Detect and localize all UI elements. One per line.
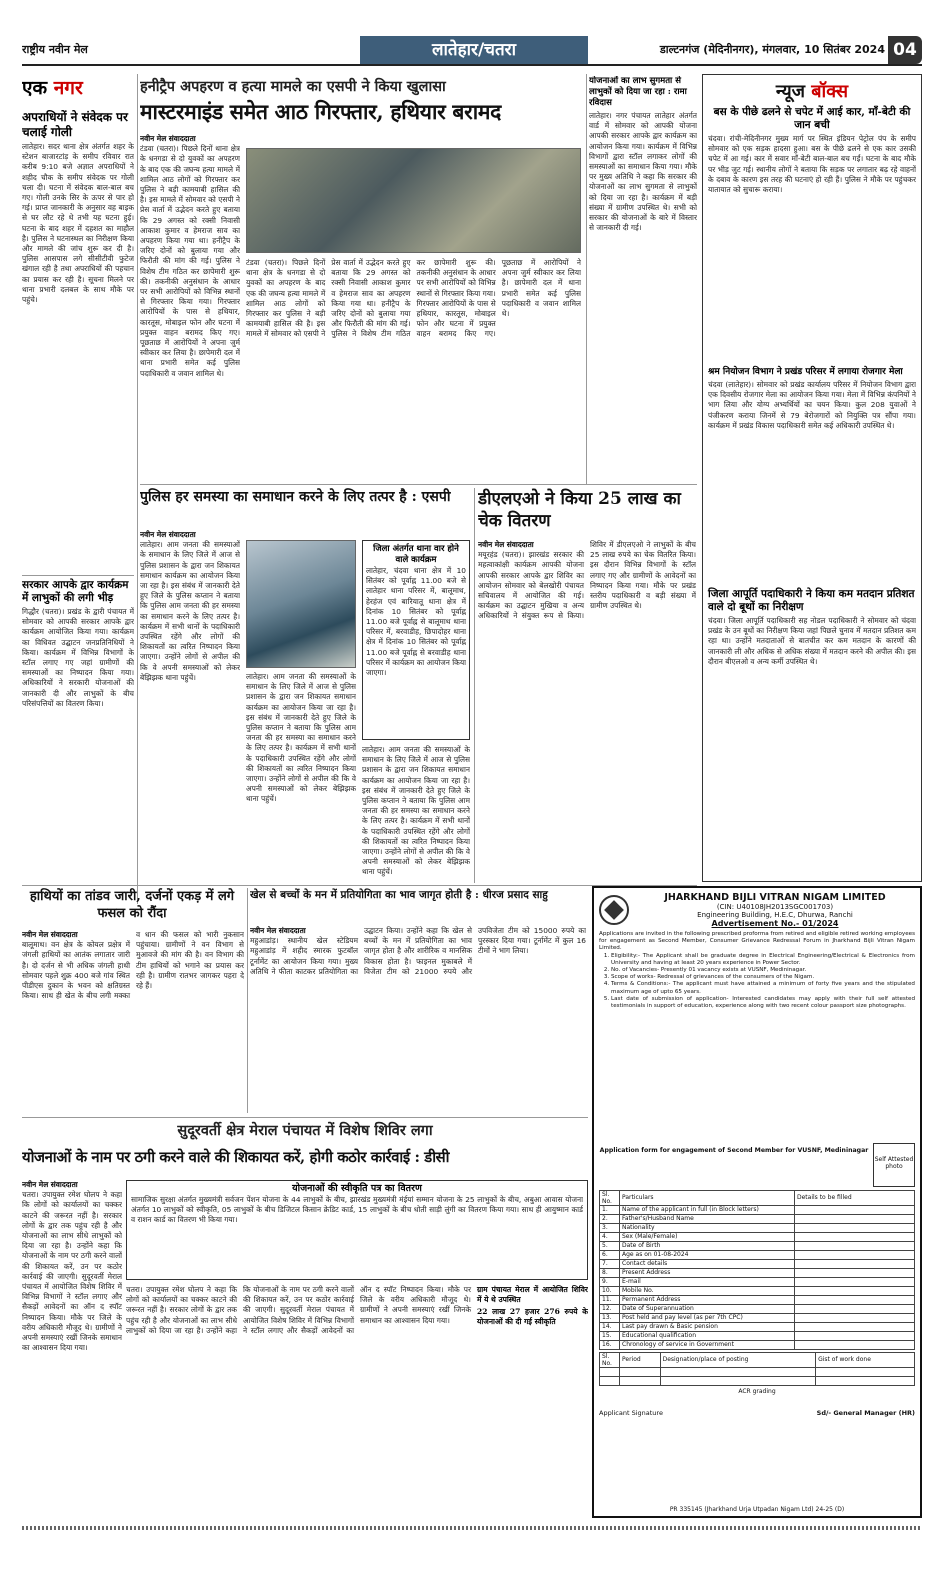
right-story1-body: लातेहार। नगर पंचायत लातेहार अंतर्गत वार्ड में सोमवार को आपकी योजना आपकी सरकार आपके द्वार कार्यक्रम का आयोजन किया गया। कार्यक्रम में विभिन्न विभागों द्वारा स्टॉल लगाकर लोगों की समस्याओं का समाधान किया गया। मौके पर मुख्य अतिथि ने कहा कि सरकार की योजनाओं का लाभ सुगमता से लाभुकों को दिया जा रहा है। कार्यक्रम में बड़ी संख्या में ग्रामीण उपस्थित थे। सभी को सरकार की योजनाओं के बारे में विस्तार से जानकारी दी गई। — [589, 111, 697, 233]
ad-form-row: 13. Post held and pay level (as per 7th CPC) — [600, 1313, 915, 1322]
main-photo — [246, 148, 581, 253]
ad-form-row: 5. Date of Birth — [600, 1241, 915, 1250]
left-story1-body: लातेहार। सदर थाना क्षेत्र अंतर्गत शहर के स्टेशन बाजारटांड़ के समीप रविवार रात करीब 9:10 बजे अज्ञात अपराधियों ने शहीद चौक के समीप संवेदक पर गोली चला दी। घटना में संवेदक बाल-बाल बच गए। गोली उनके सिर के ऊपर से पार हो गई। प्राप्त जानकारी के अनुसार वह बाइक से घर लौट रहे थे तभी यह घटना हुई। घटना के बाद शहर में दहशत का माहौल है। पुलिस ने घटनास्थल का निरीक्षण किया और मामले की जांच शुरू कर दी है। पुलिस आसपास लगे सीसीटीवी फुटेज खंगाल रही है तथा अपराधियों की पहचान का प्रयास कर रही है। सूचना मिलने पर थाना प्रभारी दलबल के साथ मौके पर पहुंचे। — [22, 142, 134, 305]
elephant-body-cols — [22, 930, 244, 1114]
ad-point: 4. Terms & Conditions:- The applicant must have attained a minimum of forty five years and the stipulated maximum age of upto 65 years. — [611, 981, 915, 995]
bottom-kicker: सुदूरवर्ती क्षेत्र मेराल पंचायत में विशेष शिविर लगा — [177, 1122, 433, 1139]
ad-th: Details to be filled — [795, 1190, 915, 1205]
news-box-story3-body: चंदवा। जिला आपूर्ति पदाधिकारी सह नोडल पदाधिकारी ने सोमवार को चंदवा प्रखंड के उन बूथों का निरीक्षण किया जहां पिछले चुनाव में मतदान प्रतिशत कम रहा था। उन्होंने मतदाताओं से बातचीत कर कम मतदान के कारणों की जानकारी ली और अधिक से अधिक संख्या में मतदान करने की अपील की। इस दौरान बीएलओ व अन्य कर्मी उपस्थित थे। — [708, 616, 916, 666]
news-box-title2: बॉक्स — [811, 81, 849, 102]
news-box-story2-body: चंदवा (लातेहार)। सोमवार को प्रखंड कार्यालय परिसर में नियोजन विभाग द्वारा एक दिवसीय रोजगार मेला का आयोजन किया गया। मेला में विभिन्न कंपनियों ने भाग लिया और योग्य अभ्यर्थियों का चयन किया। कुल 208 युवाओं ने पंजीकरण कराया जिनमें से 79 बेरोजगारों को नियुक्ति पत्र सौंपा गया। कार्यक्रम में प्रखंड विकास पदाधिकारी समेत कई अधिकारी उपस्थित थे। — [708, 380, 916, 430]
elephant-headline: हाथियों का तांडव जारी, दर्जनों एकड़ में लगे फसल को रौंदा — [29, 889, 235, 921]
ad-org: JHARKHAND BIJLI VITRAN NIGAM LIMITED — [664, 892, 886, 903]
left-story1-headline: अपराधियों ने संवेदक पर चलाई गोली — [22, 110, 128, 139]
news-box-story1-body: चंदवा। रांची-मेदिनीनगर मुख्य मार्ग पर स्थित इंडियन पेट्रोल पंप के समीप सोमवार को एक सड़क हादसा हुआ। बस के पीछे ढलने से एक कार उसकी चपेट में आ गई। कार में सवार माँ-बेटी बाल-बाल बच गईं। घटना के बाद मौके पर भीड़ जुट गई। स्थानीय लोगों ने बताया कि सड़क पर लगातार बढ़ रहे वाहनों के दबाव के कारण इस तरह की घटनाएं हो रही हैं। पुलिस ने मौके पर पहुंचकर यातायात को सुचारू कराया। — [708, 134, 916, 195]
bottom-headline: योजनाओं के नाम पर ठगी करने वाले की शिकायत करें, होगी कठोर कार्रवाई : डीसी — [22, 1149, 450, 1166]
news-box — [702, 74, 922, 882]
right-narrow-column — [589, 76, 697, 484]
sp-body-cont2: लातेहार। आम जनता की समस्याओं के समाधान के लिए जिले में आज से पुलिस प्रशासन के द्वारा जन शिकायत समाधान कार्यक्रम का आयोजन किया जा रहा है। इस संबंध में जानकारी देते हुए जिले के पुलिस कप्तान ने बताया कि पुलिस आम जनता की हर समस्या का समाधान करने के लिए तत्पर है। कार्यक्रम में सभी थानों के पदाधिकारी उपस्थित रहेंगे और लोगों की शिकायतों का त्वरित निष्पादन किया जाएगा। उन्होंने लोगों से अपील की कि वे अपनी समस्याओं को लेकर बेझिझक थाना पहुंचें। — [362, 745, 470, 877]
ad-exp-th: Period — [620, 1352, 661, 1367]
ad-form-row: 9. E-mail — [600, 1277, 915, 1286]
news-box-title — [703, 79, 921, 103]
ad-point: 5. Last date of submission of application- Interested candidates may apply with their full self attested testimonials in support of education, experience along with two recent colour passport size photographs. — [611, 996, 915, 1010]
ad-exp-table — [599, 1352, 915, 1386]
news-box-title1: न्यूज — [775, 81, 805, 102]
ad-intro: Applications are invited in the following prescribed proforma from retired and eligible retired working employees for engagement as Second Member, Consumer Grievance Redressal Forum in Jharkhand Bijli Vitran Nigam Limited. — [599, 931, 915, 952]
ad-footer: PR 335145 (Jharkhand Urja Utpadan Nigam Ltd) 24-25 (D) — [669, 1506, 845, 1513]
ad-form-row: 11. Permanent Address — [600, 1295, 915, 1304]
ad-th: Particulars — [620, 1190, 795, 1205]
news-box-story3-headline: जिला आपूर्ति पदाधिकारी ने किया कम मतदान प्रतिशत वाले दो बूथों का निरीक्षण — [708, 588, 915, 613]
sports-byline: नवीन मेल संवाददाता — [250, 926, 306, 935]
bottom-body: चतरा। उपायुक्त रमेश घोलप ने कहा कि लोगों को कार्यालयों का चक्कर काटने की जरूरत नहीं है। सरकार लोगों के द्वार तक पहुंच रही है और योजनाओं का लाभ सीधे लाभुकों को दिया जा रहा है। उन्होंने कहा कि योजनाओं के नाम पर ठगी करने वालों की शिकायत करें, उन पर कठोर कार्रवाई की जाएगी। सुदूरवर्ती मेराल पंचायत में आयोजित विशेष शिविर में विभिन्न विभागों ने स्टॉल लगाए और सैकड़ों आवेदनों का ऑन द स्पॉट निष्पादन किया। मौके पर जिले के वरीय अधिकारी मौजूद थे। ग्रामीणों ने अपनी समस्याएं रखीं जिनके समाधान का आश्वासन दिया गया। — [22, 1190, 122, 1353]
sp-headline: पुलिस हर समस्या का समाधान करने के लिए तत्पर है : एसपी — [140, 489, 451, 505]
sp-body: लातेहार। आम जनता की समस्याओं के समाधान के लिए जिले में आज से पुलिस प्रशासन के द्वारा जन शिकायत समाधान कार्यक्रम का आयोजन किया जा रहा है। इस संबंध में जानकारी देते हुए जिले के पुलिस कप्तान ने बताया कि पुलिस आम जनता की हर समस्या का समाधान करने के लिए तत्पर है। कार्यक्रम में सभी थानों के पदाधिकारी उपस्थित रहेंगे और लोगों की शिकायतों का त्वरित निष्पादन किया जाएगा। उन्होंने लोगों से अपील की कि वे अपनी समस्याओं को लेकर बेझिझक थाना पहुंचें। — [140, 540, 240, 682]
ad-form-row: 8. Present Address — [600, 1268, 915, 1277]
sp-body-col1 — [140, 530, 240, 882]
main-body-col1 — [140, 134, 240, 479]
bottom-body-cols — [126, 1285, 588, 1520]
ad-signature: Applicant Signature — [599, 1408, 663, 1417]
ad-form-row: 15. Educational qualification — [600, 1331, 915, 1340]
bottom-subhead: ग्राम पंचायत मेराल में आयोजित शिविर में ये थे उपस्थित — [477, 1285, 588, 1304]
main-byline: नवीन मेल संवाददाता — [140, 134, 196, 143]
ad-acr: ACR grading — [738, 1387, 776, 1395]
ad-point: 1. Eligibility:- The Applicant shall be graduate degree in Electrical Engineering/Electrical & Electronics from University and having at least 20 years experience in Power Sector. — [611, 953, 915, 967]
jbvnl-logo — [599, 895, 629, 925]
left-column — [22, 110, 134, 910]
bottom-body-col1 — [22, 1180, 122, 1520]
ad-form-rows — [600, 1205, 915, 1349]
ad-form-row: 10. Mobile No. — [600, 1286, 915, 1295]
page-number: 04 — [888, 36, 922, 64]
ad-gm: Sd/- General Manager (HR) — [816, 1408, 915, 1417]
section-title: लातेहार/चतरा — [360, 36, 588, 64]
bottom-byline: नवीन मेल संवाददाता — [22, 1180, 78, 1189]
sp-box-body: लातेहार, चंदवा थाना क्षेत्र में 10 सितंबर को पूर्वाह्न 11.00 बजे से लातेहार थाना परिसर में, बालूमाथ, हेरहंज एवं बारियातू थाना क्षेत्र में दिनांक 10 सितंबर को पूर्वाह्न 11.00 बजे पूर्वाह्न से बालूमाथ थाना परिसर में, बरवाडीह, छिपादोहर थाना क्षेत्र में दिनांक 10 सितंबर को पूर्वाह्न 11.00 बजे पूर्वाह्न से बरवाडीह थाना परिसर में कार्यक्रम का आयोजन किया जाएगा। — [366, 566, 466, 678]
ad-form-row: 12. Date of Superannuation — [600, 1304, 915, 1313]
main-body-cont: टंडवा (चतरा)। पिछले दिनों थाना क्षेत्र के धनगडा से दो युवकों का अपहरण के बाद एक की जघन्य हत्या मामले में शामिल आठ लोगों को गिरफ्तार कर पुलिस ने बड़ी कामयाबी हासिल की है। इस मामले में सोमवार को एसपी ने प्रेस वार्ता में उद्भेदन करते हुए बताया कि 29 अगस्त को रक्सी निवासी आकाश कुमार व हेमराज साव का अपहरण किया गया था। हनीट्रैप के जरिए दोनों को बुलाया गया और फिरौती की मांग की गई। पुलिस ने विशेष टीम गठित कर छापेमारी शुरू की। तकनीकी अनुसंधान के आधार पर सभी आरोपियों को विभिन्न स्थानों से गिरफ्तार किया गया। गिरफ्तार आरोपियों के पास से हथियार, कारतूस, मोबाइल फोन और घटना में प्रयुक्त वाहन बरामद किए गए। पूछताछ में आरोपियों ने अपना जुर्म स्वीकार कर लिया है। छापेमारी दल में थाना प्रभारी समेत कई पुलिस पदाधिकारी व जवान शामिल थे। — [246, 258, 581, 339]
ek-nagar-part2: नगर — [53, 77, 83, 99]
bottom-inner-body: सामाजिक सुरक्षा अंतर्गत मुख्यमंत्री सर्वजन पेंशन योजना के 44 लाभुकों के बीच, झारखंड मुख्यमंत्री मंईयां सम्मान योजना के 25 लाभुकों के बीच, अबुआ आवास योजना अंतर्गत 10 लाभुकों को स्वीकृति, 05 लाभुकों के बीच डिजिटल किसान क्रेडिट कार्ड, 15 लाभुकों के बीच धोती साड़ी लुंगी का वितरण किया गया। साथ ही आयुष्मान कार्ड व राशन कार्ड का वितरण भी किया गया। — [131, 1195, 583, 1225]
main-body-cols — [246, 258, 581, 480]
sp-body-col2 — [246, 672, 356, 882]
ad-form-row: 14. Last pay drawn & Basic pension — [600, 1322, 915, 1331]
bottom-inner-box — [126, 1180, 588, 1280]
dlao-headline: डीएलएओ ने किया 25 लाख का चेक वितरण — [478, 489, 681, 531]
left-story2-body: गिद्धौर (चतरा)। प्रखंड के द्वारी पंचायत में सोमवार को आपकी सरकार आपके द्वार कार्यक्रम आयोजित किया गया। कार्यक्रम का विधिवत उद्घाटन जनप्रतिनिधियों ने किया। कार्यक्रम में विभिन्न विभागों के स्टॉल लगाए गए जहां ग्रामीणों की समस्याओं का निष्पादन किया गया। अधिकारियों ने सरकारी योजनाओं की जानकारी दी और लाभुकों के बीच परिसंपत्तियों का वितरण किया। — [22, 607, 134, 708]
sp-body-col3 — [362, 745, 470, 882]
paper-name: राष्ट्रीय नवीन मेल — [22, 43, 88, 56]
ad-form-row: 16. Chronology of service in Government — [600, 1340, 915, 1349]
masthead — [22, 36, 922, 66]
elephant-byline: नवीन मेल संवाददाता — [22, 930, 78, 939]
ad-photo-box: Self Attested photo — [873, 1143, 915, 1187]
sp-byline: नवीन मेल संवाददाता — [140, 530, 196, 539]
ad-exp-th: Gist of work done — [816, 1352, 915, 1367]
ad-form-row: 7. Contact details — [600, 1259, 915, 1268]
sp-portrait — [246, 540, 356, 668]
ad-form-row: 3. Nationality — [600, 1223, 915, 1232]
bottom-body-cont: चतरा। उपायुक्त रमेश घोलप ने कहा कि लोगों को कार्यालयों का चक्कर काटने की जरूरत नहीं है। सरकार लोगों के द्वार तक पहुंच रही है और योजनाओं का लाभ सीधे लाभुकों को दिया जा रहा है। उन्होंने कहा कि योजनाओं के नाम पर ठगी करने वालों की शिकायत करें, उन पर कठोर कार्रवाई की जाएगी। सुदूरवर्ती मेराल पंचायत में आयोजित विशेष शिविर में विभिन्न विभागों ने स्टॉल लगाए और सैकड़ों आवेदनों का ऑन द स्पॉट निष्पादन किया। मौके पर जिले के वरीय अधिकारी मौजूद थे। ग्रामीणों ने अपनी समस्याएं रखीं जिनके समाधान का आश्वासन दिया गया। — [126, 1285, 471, 1335]
elephant-body: बालूमाथ। वन क्षेत्र के कोयल प्रक्षेत्र में जंगली हाथियों का आतंक लगातार जारी है। दो दर्जन से भी अधिक जंगली हाथी सोमवार पहले शुक्र 400 बजे गांव स्थित पीडीएस दुकान के भवन को क्षतिग्रस्त किया। साथ ही खेत के बीच लगी मक्का व धान की फसल को भारी नुकसान पहुंचाया। ग्रामीणों ने वन विभाग से मुआवजे की मांग की है। वन विभाग की टीम हाथियों को भगाने का प्रयास कर रही है। ग्रामीण रातभर जागकर पहरा दे रहे हैं। — [22, 930, 244, 1001]
ad-cin: (CIN: U40108JH2013SGC001703) — [716, 903, 834, 911]
ad-form-row: 2. Father's/Husband Name — [600, 1214, 915, 1223]
main-kicker: हनीट्रैप अपहरण व हत्या मामले का एसपी ने किया खुलासा — [140, 78, 446, 95]
sports-body-cols — [250, 926, 586, 1114]
ad-address: Engineering Building, H.E.C, Dhurwa, Ranchi — [697, 911, 853, 919]
news-box-story2-headline: श्रम नियोजन विभाग ने प्रखंड परिसर में लगाया रोजगार मेला — [708, 367, 903, 377]
main-headline: मास्टरमाइंड समेत आठ गिरफ्तार, हथियार बरामद — [140, 99, 501, 124]
ad-form-row: 1. Name of the applicant in full (in Block letters) — [600, 1205, 915, 1214]
bottom-closing: 22 लाख 27 हजार 276 रुपये के योजनाओं की दी गई स्वीकृति — [477, 1307, 588, 1326]
bottom-stripe — [22, 1526, 922, 1530]
ad-point: 3. Scope of works- Redressal of grievances of the consumers of the Nigam. — [611, 974, 915, 981]
dateline: डाल्टनगंज (मेदिनीनगर), मंगलवार, 10 सितंबर 2024 — [659, 43, 885, 56]
ad-exp-th: Sl. No. — [600, 1352, 620, 1367]
ad-points — [599, 953, 915, 1143]
right-story1-headline: योजनाओं का लाभ सुगमता से लाभुकों को दिया जा रहा : रामा रविदास — [589, 76, 687, 108]
ad-point: 2. No. of Vacancies- Presently 01 vacancy exists at VUSNF, Medininagar. — [611, 967, 915, 974]
main-body: टंडवा (चतरा)। पिछले दिनों थाना क्षेत्र के धनगडा से दो युवकों का अपहरण के बाद एक की जघन्य हत्या मामले में शामिल आठ लोगों को गिरफ्तार कर पुलिस ने बड़ी कामयाबी हासिल की है। इस मामले में सोमवार को एसपी ने प्रेस वार्ता में उद्भेदन करते हुए बताया कि 29 अगस्त को रक्सी निवासी आकाश कुमार व हेमराज साव का अपहरण किया गया था। हनीट्रैप के जरिए दोनों को बुलाया गया और फिरौती की मांग की गई। पुलिस ने विशेष टीम गठित कर छापेमारी शुरू की। तकनीकी अनुसंधान के आधार पर सभी आरोपियों को विभिन्न स्थानों से गिरफ्तार किया गया। गिरफ्तार आरोपियों के पास से हथियार, कारतूस, मोबाइल फोन और घटना में प्रयुक्त वाहन बरामद किए गए। पूछताछ में आरोपियों ने अपना जुर्म स्वीकार कर लिया है। छापेमारी दल में थाना प्रभारी समेत कई पुलिस पदाधिकारी व जवान शामिल थे। — [140, 144, 240, 378]
sp-box-headline: जिला अंतर्गत थाना वार होने वाले कार्यक्रम — [373, 544, 459, 565]
ad-form-row: 6. Age as on 01-08-2024 — [600, 1250, 915, 1259]
dlao-body-cols — [478, 540, 696, 882]
jbvnl-advertisement — [592, 886, 922, 1518]
left-story2-headline: सरकार आपके द्वार कार्यक्रम में लाभुकों की लगी भीड़ — [22, 579, 129, 604]
ek-nagar-label — [22, 74, 134, 108]
ad-exp-th: Designation/place of posting — [660, 1352, 816, 1367]
sp-body-cont: लातेहार। आम जनता की समस्याओं के समाधान के लिए जिले में आज से पुलिस प्रशासन के द्वारा जन शिकायत समाधान कार्यक्रम का आयोजन किया जा रहा है। इस संबंध में जानकारी देते हुए जिले के पुलिस कप्तान ने बताया कि पुलिस आम जनता की हर समस्या का समाधान करने के लिए तत्पर है। कार्यक्रम में सभी थानों के पदाधिकारी उपस्थित रहेंगे और लोगों की शिकायतों का त्वरित निष्पादन किया जाएगा। उन्होंने लोगों से अपील की कि वे अपनी समस्याओं को लेकर बेझिझक थाना पहुंचें। — [246, 672, 356, 804]
sp-schedule-box — [362, 540, 470, 740]
ad-th: Sl. No. — [600, 1190, 620, 1205]
ad-number: Advertisement No.- 01/2024 — [711, 919, 839, 928]
sports-body: महुआडांड़। स्थानीय खेल स्टेडियम महुआडांड़ में शहीद स्मारक फुटबॉल टूर्नामेंट का आयोजन किया गया। मुख्य अतिथि ने फीता काटकर प्रतियोगिता का उद्घाटन किया। उन्होंने कहा कि खेल से बच्चों के मन में प्रतियोगिता का भाव जागृत होता है और शारीरिक व मानसिक विकास होता है। फाइनल मुकाबले में विजेता टीम को 21000 रुपये और उपविजेता टीम को 15000 रुपये का पुरस्कार दिया गया। टूर्नामेंट में कुल 16 टीमों ने भाग लिया। — [250, 926, 586, 976]
bottom-inner-headline: योजनाओं की स्वीकृति पत्र का वितरण — [292, 1183, 422, 1194]
ad-form-title: Application form for engagement of Second Member for VUSNF, Medininagar — [599, 1146, 869, 1154]
dlao-body: मयूरहंड (चतरा)। झारखंड सरकार की महत्वाकांक्षी कार्यक्रम आपकी योजना आपकी सरकार आपके द्वार शिविर का आयोजन सोमवार को बेलखोरी पंचायत सचिवालय में आयोजित की गई। कार्यक्रम का उद्घाटन मुखिया व अन्य अधिकारियों ने संयुक्त रूप से किया। शिविर में डीएलएओ ने लाभुकों के बीच 25 लाख रुपये का चेक वितरित किया। इस दौरान विभिन्न विभागों के स्टॉल लगाए गए और ग्रामीणों के आवेदनों का निष्पादन किया गया। मौके पर प्रखंड स्तरीय पदाधिकारी व बड़ी संख्या में ग्रामीण उपस्थित थे। — [478, 540, 696, 621]
sports-headline: खेल से बच्चों के मन में प्रतियोगिता का भाव जागृत होती है : धीरज प्रसाद साहु — [250, 889, 548, 901]
dlao-byline: नवीन मेल संवाददाता — [478, 540, 534, 549]
news-box-story1-headline: बस के पीछे ढलने से चपेट में आई कार, माँ-बेटी की जान बची — [713, 106, 911, 131]
ek-nagar-part1: एक — [22, 77, 48, 99]
ad-form-table — [599, 1190, 915, 1350]
ad-form-row: 4. Sex (Male/Female) — [600, 1232, 915, 1241]
